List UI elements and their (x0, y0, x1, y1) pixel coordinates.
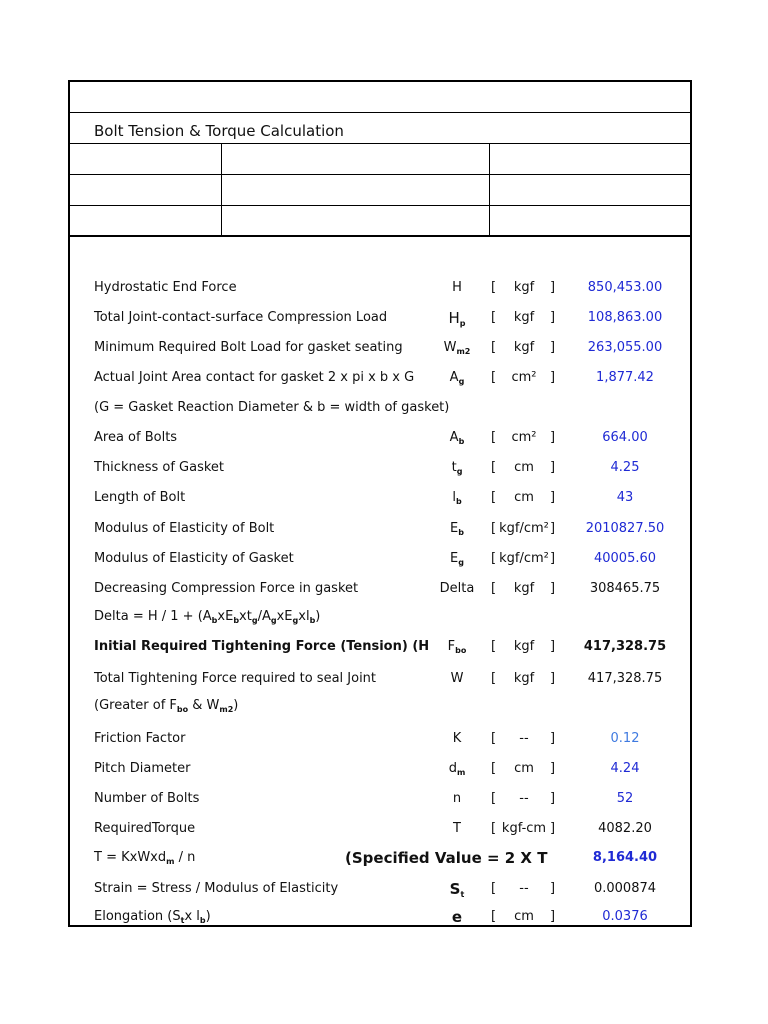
row-value: 4082.20 (598, 821, 652, 836)
row-pitch-diameter (70, 758, 690, 780)
unit-open-bracket: [ (491, 581, 497, 596)
row-symbol: $H_p$ (448, 309, 466, 328)
row-symbol: $F_{bo}$ (447, 639, 467, 655)
row-symbol: T (453, 821, 461, 836)
row-symbol: W (450, 671, 464, 686)
row-delta-formula (70, 606, 690, 628)
row-value: 52 (616, 791, 634, 806)
unit-open-bracket: [ (491, 521, 497, 536)
row-unit: kgf (513, 280, 535, 295)
row-symbol: $E_b$ (450, 521, 464, 537)
unit-open-bracket: [ (491, 280, 497, 295)
unit-close-bracket: ] (550, 551, 556, 566)
header-line-3 (70, 174, 690, 175)
row-label: Length of Bolt (94, 490, 186, 505)
unit-close-bracket: ] (550, 521, 556, 536)
row-value: 0.12 (610, 731, 640, 746)
row-label: Actual Joint Area contact for gasket 2 x pi x b x G (94, 370, 415, 385)
unit-close-bracket: ] (550, 909, 556, 924)
row-unit: cm² (511, 370, 537, 385)
row-label: Number of Bolts (94, 791, 200, 806)
row-unit: -- (519, 731, 529, 746)
unit-open-bracket: [ (491, 881, 497, 896)
row-elongation (70, 906, 690, 928)
row-unit: kgf/cm² (499, 551, 549, 566)
row-value: 43 (616, 490, 634, 505)
row-value: 1,877.42 (596, 370, 654, 385)
row-value: 417,328.75 (583, 639, 667, 654)
unit-close-bracket: ] (550, 761, 556, 776)
row-unit: -- (519, 881, 529, 896)
row-label: Decreasing Compression Force in gasket (94, 581, 359, 596)
unit-close-bracket: ] (550, 581, 556, 596)
calculation-sheet (68, 80, 692, 927)
row-label: Hydrostatic End Force (94, 280, 237, 295)
unit-close-bracket: ] (550, 639, 556, 654)
row-decreasing-compression (70, 578, 690, 600)
row-torque-formula (70, 847, 690, 869)
row-label: Modulus of Elasticity of Bolt (94, 521, 275, 536)
row-label: Thickness of Gasket (94, 460, 225, 475)
row-unit: -- (519, 791, 529, 806)
unit-close-bracket: ] (550, 821, 556, 836)
unit-close-bracket: ] (550, 310, 556, 325)
row-unit: cm (514, 460, 534, 475)
row-strain (70, 878, 690, 900)
unit-open-bracket: [ (491, 551, 497, 566)
row-greater-of (70, 695, 690, 717)
row-label: Modulus of Elasticity of Gasket (94, 551, 294, 566)
row-unit: cm (514, 761, 534, 776)
unit-close-bracket: ] (550, 490, 556, 505)
row-symbol: $d_m$ (448, 761, 466, 777)
row-label: (G = Gasket Reaction Diameter & b = width of gasket) (94, 400, 450, 415)
row-friction-factor (70, 728, 690, 750)
row-label: Pitch Diameter (94, 761, 191, 776)
row-gasket-note (70, 397, 690, 419)
row-value: 2010827.50 (585, 521, 665, 536)
unit-close-bracket: ] (550, 280, 556, 295)
row-label: Total Tightening Force required to seal Joint (94, 671, 377, 686)
torque-formula: T = KxWxd$_m$ / n (94, 850, 196, 866)
header-line-4 (70, 205, 690, 206)
row-label: Strain = Stress / Modulus of Elasticity (94, 881, 339, 896)
row-symbol: e (451, 908, 463, 926)
row-value: 308465.75 (589, 581, 661, 596)
row-symbol: $S_t$ (449, 880, 465, 899)
row-label: Elongation ($S_tx$ $l_b$) (94, 909, 211, 925)
row-unit: kgf-cm (501, 821, 547, 836)
unit-open-bracket: [ (491, 791, 497, 806)
row-symbol: $A_g$ (449, 370, 465, 386)
header-col-divider-1 (221, 143, 222, 235)
row-unit: kgf (513, 671, 535, 686)
row-value: 850,453.00 (587, 280, 663, 295)
row-initial-tightening (70, 636, 690, 658)
unit-open-bracket: [ (491, 909, 497, 924)
row-value: 664.00 (602, 430, 648, 445)
header-col-divider-2 (489, 143, 490, 235)
unit-open-bracket: [ (491, 310, 497, 325)
row-symbol: $W_{m2}$ (443, 340, 471, 356)
unit-close-bracket: ] (550, 791, 556, 806)
header-line-1 (70, 112, 690, 113)
row-label: Initial Required Tightening Force (Tension) (H (94, 639, 430, 654)
row-symbol: n (452, 791, 462, 806)
unit-close-bracket: ] (550, 430, 556, 445)
row-value: 40005.60 (593, 551, 657, 566)
specified-value-label: (Specified Value = 2 X T (345, 849, 548, 867)
row-unit: kgf (513, 639, 535, 654)
unit-open-bracket: [ (491, 430, 497, 445)
row-joint-area (70, 367, 690, 389)
unit-open-bracket: [ (491, 370, 497, 385)
row-bolt-length (70, 487, 690, 509)
row-label: RequiredTorque (94, 821, 196, 836)
row-symbol: H (452, 280, 462, 295)
row-value: 263,055.00 (587, 340, 663, 355)
header-line-5 (70, 235, 690, 237)
row-unit: kgf (513, 581, 535, 596)
row-unit: cm² (511, 430, 537, 445)
unit-close-bracket: ] (550, 340, 556, 355)
row-symbol: $A_b$ (449, 430, 465, 446)
row-unit: kgf/cm² (499, 521, 549, 536)
unit-open-bracket: [ (491, 490, 497, 505)
row-bolt-area (70, 427, 690, 449)
header-line-2 (70, 143, 690, 144)
unit-close-bracket: ] (550, 370, 556, 385)
specified-torque-value: 8,164.40 (592, 850, 658, 865)
row-unit: kgf (513, 310, 535, 325)
delta-formula: Delta = $H / 1 + (A_bxE_bxt_g/A_gxE_gxl_b)$ (94, 609, 321, 625)
row-label: Total Joint-contact-surface Compression Load (94, 310, 388, 325)
row-unit: cm (514, 490, 534, 505)
row-value: 417,328.75 (587, 671, 663, 686)
greater-of-note: (Greater of $F_{bo}$ & $W_{m2}$) (94, 698, 239, 714)
sheet-title: Bolt Tension & Torque Calculation (94, 122, 344, 140)
row-symbol: Delta (439, 581, 475, 596)
unit-open-bracket: [ (491, 761, 497, 776)
row-value: 108,863.00 (587, 310, 663, 325)
unit-open-bracket: [ (491, 671, 497, 686)
unit-open-bracket: [ (491, 639, 497, 654)
row-total-tightening (70, 668, 690, 690)
unit-open-bracket: [ (491, 460, 497, 475)
unit-open-bracket: [ (491, 731, 497, 746)
row-unit: cm (514, 909, 534, 924)
unit-close-bracket: ] (550, 460, 556, 475)
row-gasket-thickness (70, 457, 690, 479)
unit-close-bracket: ] (550, 881, 556, 896)
row-symbol: $l_b$ (452, 490, 462, 506)
unit-close-bracket: ] (550, 671, 556, 686)
row-value: 0.000874 (593, 881, 657, 896)
row-required-torque (70, 818, 690, 840)
row-label: Minimum Required Bolt Load for gasket seating (94, 340, 403, 355)
row-gasket-modulus (70, 548, 690, 570)
row-value: 0.0376 (602, 909, 648, 924)
row-symbol: $t_g$ (451, 460, 463, 476)
row-unit: kgf (513, 340, 535, 355)
row-value: 4.24 (610, 761, 640, 776)
row-number-of-bolts (70, 788, 690, 810)
row-symbol: $E_g$ (450, 551, 464, 567)
row-min-bolt-load (70, 337, 690, 359)
unit-open-bracket: [ (491, 821, 497, 836)
row-hydrostatic-end-force (70, 277, 690, 299)
row-value: 4.25 (610, 460, 640, 475)
row-compression-load (70, 307, 690, 329)
row-label: Area of Bolts (94, 430, 178, 445)
unit-close-bracket: ] (550, 731, 556, 746)
row-symbol: K (452, 731, 462, 746)
row-label: Friction Factor (94, 731, 186, 746)
unit-open-bracket: [ (491, 340, 497, 355)
row-bolt-modulus (70, 518, 690, 540)
